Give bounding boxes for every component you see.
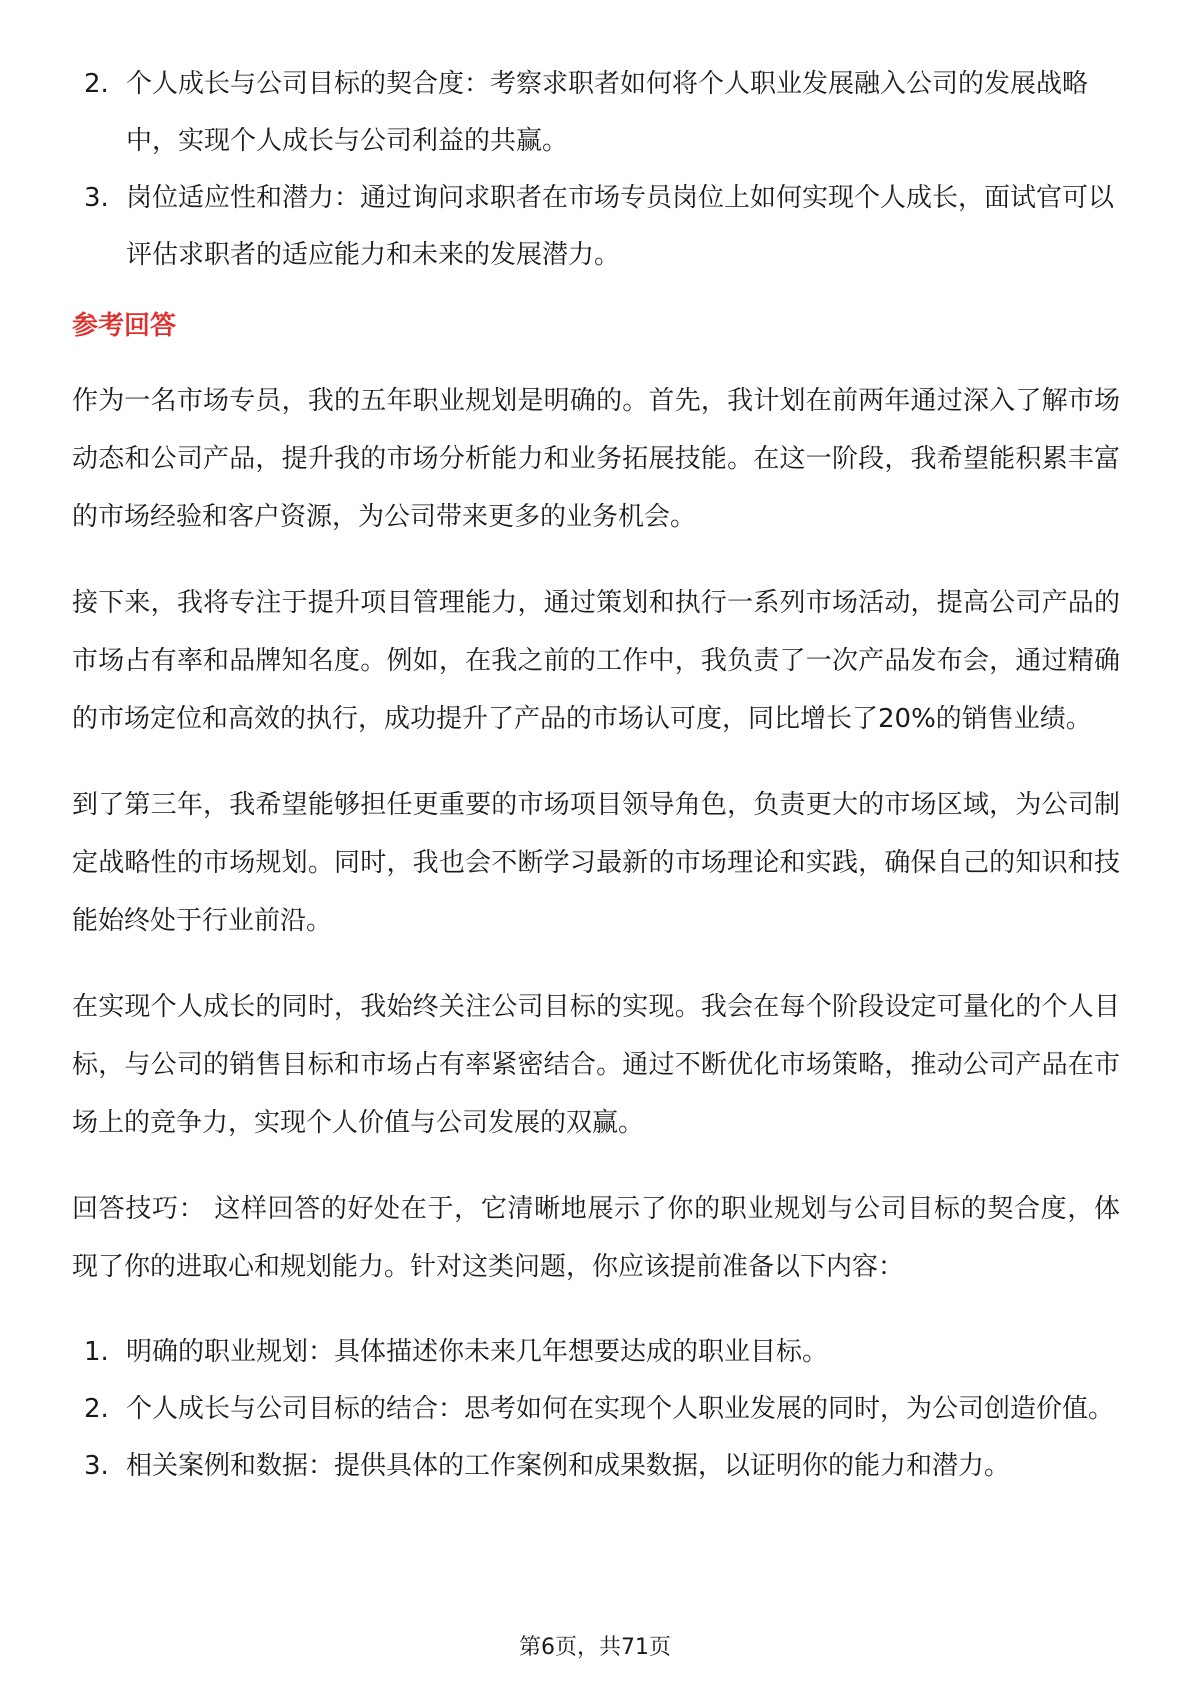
list-number: 2. bbox=[84, 69, 109, 99]
list-item bbox=[72, 56, 1120, 170]
paragraph: 接下来，我将专注于提升项目管理能力，通过策划和执行一系列市场活动，提高公司产品的市场占有率和品牌知名度。例如，在我之前的工作中，我负责了一次产品发布会，通过精确的市场定位和高效的执行，成功提升了产品的市场认可度，同比增长了20%的销售业绩。 bbox=[72, 588, 1120, 734]
list-number: 2. bbox=[84, 1394, 109, 1424]
list-number: 3. bbox=[84, 183, 109, 213]
list-number: 3. bbox=[84, 1451, 109, 1481]
page-number-footer: 第6页，共71页 bbox=[519, 1635, 671, 1660]
section-title: 参考回答 bbox=[72, 311, 177, 341]
list-text: 相关案例和数据：提供具体的工作案例和成果数据，以证明你的能力和潜力。 bbox=[126, 1451, 1011, 1481]
list-text: 个人成长与公司目标的契合度：考察求职者如何将个人职业发展融入公司的发展战略中，实现个人成长与公司利益的共赢。 bbox=[126, 69, 1089, 156]
list-text: 个人成长与公司目标的结合：思考如何在实现个人职业发展的同时，为公司创造价值。 bbox=[126, 1394, 1115, 1424]
list-item bbox=[72, 1381, 1120, 1438]
list-item bbox=[72, 1324, 1120, 1381]
list-text: 明确的职业规划：具体描述你未来几年想要达成的职业目标。 bbox=[126, 1337, 829, 1367]
bottom-numbered-list bbox=[72, 1324, 1120, 1495]
paragraph: 作为一名市场专员，我的五年职业规划是明确的。首先，我计划在前两年通过深入了解市场动态和公司产品，提升我的市场分析能力和业务拓展技能。在这一阶段，我希望能积累丰富的市场经验和客户资源，为公司带来更多的业务机会。 bbox=[72, 386, 1120, 532]
page-content bbox=[72, 56, 1120, 1495]
paragraph: 在实现个人成长的同时，我始终关注公司目标的实现。我会在每个阶段设定可量化的个人目标，与公司的销售目标和市场占有率紧密结合。通过不断优化市场策略，推动公司产品在市场上的竞争力，实现个人价值与公司发展的双赢。 bbox=[72, 992, 1120, 1138]
paragraph: 到了第三年，我希望能够担任更重要的市场项目领导角色，负责更大的市场区域，为公司制定战略性的市场规划。同时，我也会不断学习最新的市场理论和实践，确保自己的知识和技能始终处于行业前沿。 bbox=[72, 790, 1120, 936]
list-item bbox=[72, 170, 1120, 284]
paragraph: 回答技巧： 这样回答的好处在于，它清晰地展示了你的职业规划与公司目标的契合度，体现了你的进取心和规划能力。针对这类问题，你应该提前准备以下内容： bbox=[72, 1194, 1120, 1282]
list-number: 1. bbox=[84, 1337, 109, 1367]
top-numbered-list bbox=[72, 56, 1120, 284]
list-text: 岗位适应性和潜力：通过询问求职者在市场专员岗位上如何实现个人成长，面试官可以评估求职者的适应能力和未来的发展潜力。 bbox=[126, 183, 1115, 270]
list-item bbox=[72, 1438, 1120, 1495]
